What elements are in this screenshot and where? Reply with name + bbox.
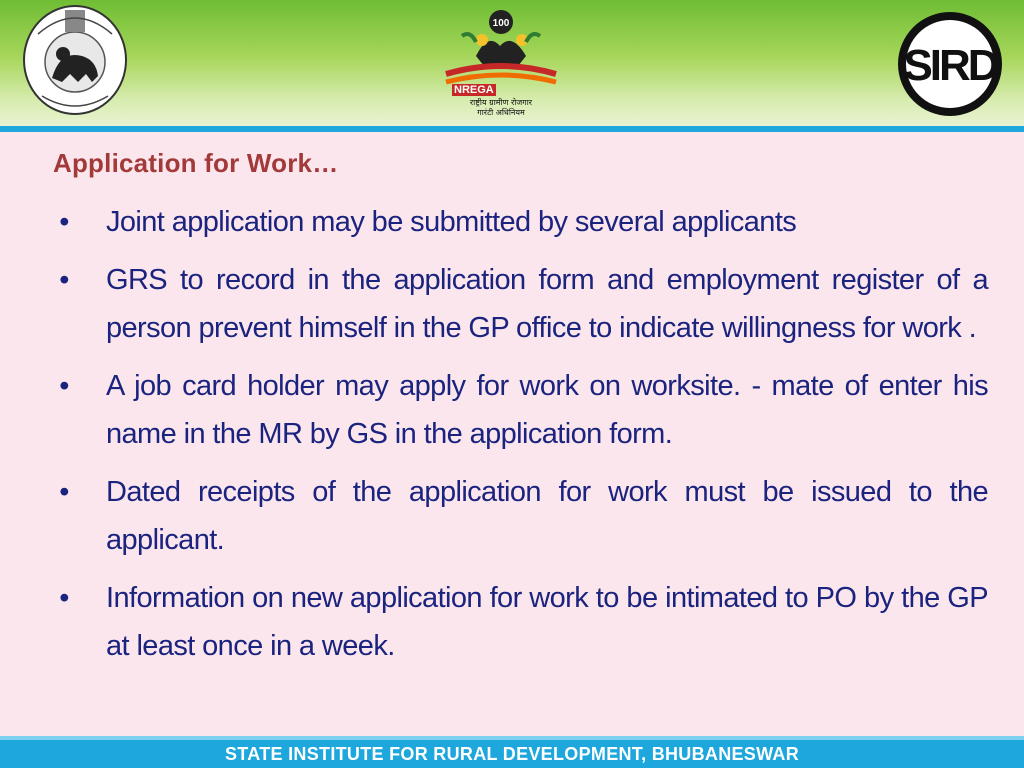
bullet-item: [54, 198, 988, 246]
bullet-icon: •: [59, 582, 69, 614]
bullet-list: [54, 198, 988, 680]
header-divider: [0, 126, 1024, 132]
bullet-icon: •: [59, 370, 69, 402]
nrega-subtitle: [436, 98, 566, 118]
bullet-item: [54, 574, 988, 670]
bullet-item: [54, 256, 988, 352]
bullet-text: Information on new application for work to be intimated to PO by the GP at least once in a week.: [106, 582, 988, 662]
bullet-text: Dated receipts of the application for work must be issued to the applicant.: [106, 476, 988, 556]
bullet-text: Joint application may be submitted by several applicants: [106, 206, 797, 238]
bullet-text: A job card holder may apply for work on worksite. - mate of enter his name in the MR by GS in the application form.: [106, 370, 988, 450]
odisha-emblem-logo: [22, 4, 128, 116]
slide-title: Application for Work…: [53, 148, 339, 178]
footer-bar: [0, 740, 1024, 768]
nrega-subtitle-line-2: गारंटी अधिनियम: [477, 108, 525, 117]
sird-logo-text: SIRD: [903, 41, 997, 90]
nrega-subtitle-line-1: राष्ट्रीय ग्रामीण रोजगार: [469, 98, 533, 107]
nrega-label: NREGA: [454, 84, 494, 96]
bullet-icon: •: [59, 476, 69, 508]
bullet-item: [54, 468, 988, 564]
footer-text: STATE INSTITUTE FOR RURAL DEVELOPMENT, BHUBANESWAR: [224, 743, 799, 764]
sird-logo: [896, 10, 1004, 118]
bullet-icon: •: [59, 264, 69, 296]
bullet-item: [54, 362, 988, 458]
nrega-100-badge: 100: [492, 18, 510, 29]
bullet-icon: •: [59, 206, 69, 238]
bullet-text: GRS to record in the application form and employment register of a person prevent himself in the GP office to indicate willingness for work .: [106, 264, 988, 344]
